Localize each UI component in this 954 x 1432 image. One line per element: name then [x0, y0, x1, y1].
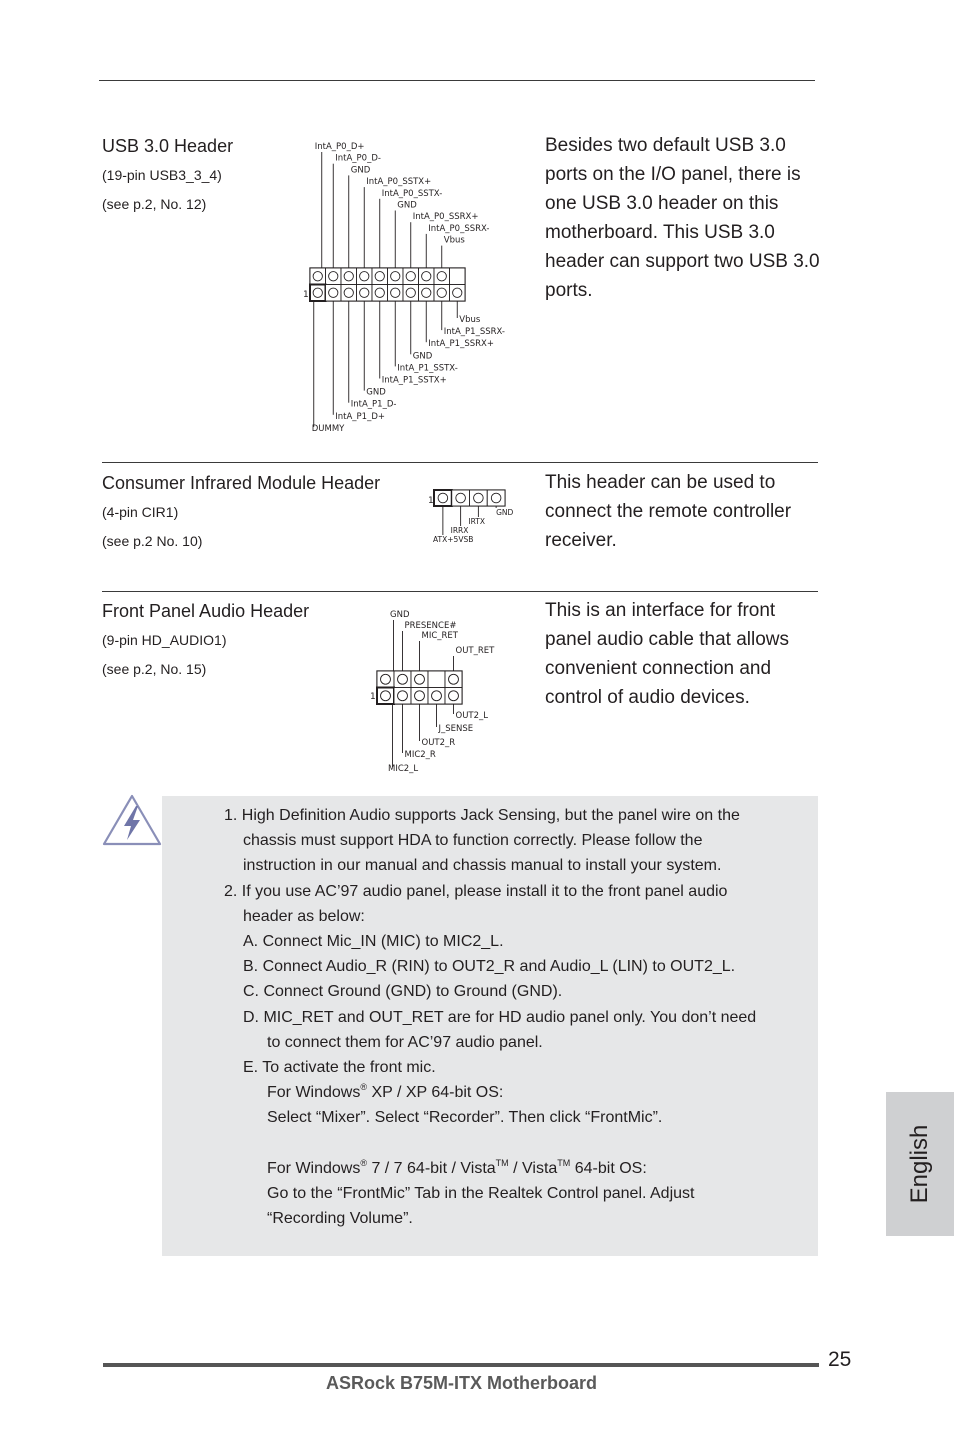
audio-pin-diagram [365, 605, 515, 780]
audio-bottom-pin-label-5: MIC2_L [388, 764, 419, 774]
audio-top-pin-label-1: GND [390, 610, 410, 620]
audio-bottom-pin-1 [377, 688, 394, 705]
usb-bottom-pin-9 [434, 285, 450, 302]
warning-icon [100, 792, 164, 850]
note-item-d: D. MIC_RET and OUT_RET are for HD audio panel only. You don’t need [243, 1008, 757, 1026]
usb-top-pin-label-1: IntA_P0_D+ [314, 142, 365, 152]
usb-bottom-pin-3 [341, 285, 357, 302]
section-divider-2 [102, 591, 818, 592]
usb-top-leads [315, 142, 490, 268]
cir-page-ref: (see p.2 No. 10) [102, 533, 203, 549]
usb-top-pin-label-6: GND [397, 200, 417, 211]
cir-header-title: Consumer Infrared Module Header [102, 473, 381, 493]
audio-header-title: Front Panel Audio Header [102, 601, 310, 621]
usb-top-pin-3 [341, 268, 357, 285]
audio-bottom-pin-label-4: MIC2_R [404, 750, 436, 760]
audio-bottom-pin-label-1: OUT2_L [455, 711, 488, 721]
cir-pin-row [434, 490, 505, 506]
cir-pin-1 [434, 490, 452, 506]
usb-top-pin-label-3: GND [350, 165, 371, 176]
audio-bottom-pin-5 [445, 688, 462, 705]
usb-top-pin-row [310, 268, 465, 285]
note-item-a: A. Connect Mic_IN (MIC) to MIC2_L. [243, 933, 504, 951]
audio-top-pin-label-3: MIC_RET [421, 631, 458, 641]
page-number: 25 [828, 1348, 852, 1371]
note-winxp-instruction: Select “Mixer”. Select “Recorder”. Then click “FrontMic”. [267, 1109, 663, 1127]
cir-pin-label-4: ATX+5VSB [433, 535, 474, 544]
usb-bottom-pin-label-5: IntA_P1_SSTX- [397, 363, 458, 374]
usb-bottom-pin-row [310, 285, 465, 302]
usb-bottom-pin-1 [310, 285, 326, 302]
note-win7-instruction-2: “Recording Volume”. [267, 1210, 413, 1228]
usb-top-pin-label-7: IntA_P0_SSRX+ [412, 212, 479, 223]
usb-bottom-pin-10 [450, 285, 466, 302]
note-text [224, 803, 804, 1231]
usb-top-pin-9 [434, 268, 450, 285]
usb-description: Besides two default USB 3.0 ports on the I/O panel, there is one USB 3.0 header on this motherboard. This USB 3.0 header can support two USB 3.0 ports. [545, 135, 820, 301]
usb-bottom-pin-label-6: IntA_P1_SSTX+ [381, 375, 447, 386]
usb-top-pin-8 [419, 268, 435, 285]
note-item-b: B. Connect Audio_R (RIN) to OUT2_R and Audio_L (LIN) to OUT2_L. [243, 958, 736, 976]
usb-top-pin-1 [310, 268, 326, 285]
usb-top-pin-label-9: Vbus [443, 235, 465, 246]
cir-pin-label-2: IRTX [468, 517, 485, 526]
audio-pin-info: (9-pin HD_AUDIO1) [102, 632, 227, 648]
audio-top-pin-row [377, 671, 462, 688]
note-line-4: 2. If you use AC’97 audio panel, please install it to the front panel audio [224, 882, 728, 900]
cir-leads [433, 506, 514, 544]
usb-bottom-pin-label-1: Vbus [459, 315, 481, 325]
audio-page-ref: (see p.2, No. 15) [102, 661, 207, 677]
usb-top-pin-4 [357, 268, 373, 285]
note-item-e: E. To activate the front mic. [243, 1059, 436, 1077]
usb-top-pin-6 [388, 268, 404, 285]
note-line-3: instruction in our manual and chassis manual to install your system. [243, 857, 722, 875]
note-item-d-cont: to connect them for AC’97 audio panel. [267, 1033, 543, 1051]
cir-pin-label-3: IRRX [450, 526, 469, 535]
note-item-c: C. Connect Ground (GND) to Ground (GND). [243, 983, 563, 1001]
usb-page-ref: (see p.2, No. 12) [102, 196, 207, 212]
note-winxp-line: For Windows® XP / XP 64-bit OS: [267, 1082, 504, 1102]
audio-top-pin-2 [394, 671, 411, 688]
cir-description: This header can be used to connect the remote controller receiver. [545, 472, 792, 551]
usb-bottom-pin-6 [388, 285, 404, 302]
cir-pin-3 [470, 490, 488, 506]
usb-top-pin-label-4: IntA_P0_SSTX+ [366, 177, 432, 188]
footer-rule [103, 1363, 819, 1367]
audio-description: This is an interface for front panel audio cable that allows convenient connection and control of audio devices. [545, 600, 790, 708]
audio-top-pin-4 [428, 671, 445, 688]
audio-bottom-pin-2 [394, 688, 411, 705]
cir-pin-2 [452, 490, 470, 506]
usb-header-title: USB 3.0 Header [102, 136, 234, 156]
audio-top-pin-label-2: PRESENCE# [404, 621, 457, 631]
usb-bottom-leads [312, 301, 505, 434]
usb-bottom-pin-label-2: IntA_P1_SSRX- [443, 327, 505, 338]
usb-bottom-pin-label-7: GND [366, 387, 386, 398]
usb-top-pin-5 [372, 268, 388, 285]
note-line-1: 1. High Definition Audio supports Jack Sensing, but the panel wire on the [224, 807, 740, 824]
usb-top-pin-2 [326, 268, 342, 285]
note-line-5: header as below: [243, 907, 365, 925]
usb-top-pin-label-2: IntA_P0_D- [335, 153, 381, 164]
usb-bottom-pin-label-4: GND [412, 351, 433, 362]
usb-bottom-pin-2 [326, 285, 342, 302]
top-rule [99, 80, 815, 81]
usb-bottom-pin-4 [357, 285, 373, 302]
usb-top-pin-label-5: IntA_P0_SSTX- [381, 188, 443, 199]
audio-top-pin-3 [411, 671, 428, 688]
usb-pin-diagram [295, 138, 525, 438]
audio-top-pin-1 [377, 671, 394, 688]
usb-pin-info: (19-pin USB3_3_4) [102, 167, 222, 183]
language-tab-label: English [906, 1124, 933, 1204]
audio-pin1-label: 1 [370, 692, 376, 702]
cir-pin-4 [487, 490, 505, 506]
usb-bottom-pin-label-3: IntA_P1_SSRX+ [428, 339, 494, 350]
usb-top-pin-7 [403, 268, 419, 285]
section-divider-1 [102, 462, 818, 463]
cir-pin-info: (4-pin CIR1) [102, 504, 179, 520]
note-win7-instruction-1: Go to the “FrontMic” Tab in the Realtek Control panel. Adjust [267, 1185, 695, 1203]
usb-bottom-pin-7 [403, 285, 419, 302]
cir-pin1-label: 1 [428, 496, 434, 506]
audio-bottom-pin-4 [428, 688, 445, 705]
usb-top-pin-label-8: IntA_P0_SSRX- [428, 223, 490, 234]
footer-title: ASRock B75M-ITX Motherboard [326, 1373, 598, 1393]
note-blank-line [224, 1131, 804, 1156]
usb-bottom-pin-label-8: IntA_P1_D- [350, 399, 397, 410]
note-line-2: chassis must support HDA to function correctly. Please follow the [243, 832, 703, 850]
audio-top-pin-label-4: OUT_RET [455, 646, 495, 656]
cir-pin-label-1: GND [496, 508, 514, 517]
audio-bottom-pin-label-2: J_SENSE [438, 724, 474, 734]
usb-pin1-label: 1 [303, 290, 309, 300]
audio-top-leads [390, 610, 495, 671]
audio-bottom-leads [388, 704, 488, 774]
usb-bottom-pin-label-10: DUMMY [311, 423, 345, 434]
usb-bottom-pin-label-9: IntA_P1_D+ [335, 411, 385, 422]
audio-top-pin-5 [445, 671, 462, 688]
note-win7-line: For Windows® 7 / 7 64-bit / Vista™ / Vista™ 64-bit OS: [267, 1157, 647, 1177]
audio-bottom-pin-label-3: OUT2_R [421, 738, 456, 748]
usb-bottom-pin-5 [372, 285, 388, 302]
audio-bottom-pin-3 [411, 688, 428, 705]
cir-pin-diagram [425, 485, 525, 550]
usb-top-pin-10 [450, 268, 466, 285]
usb-bottom-pin-8 [419, 285, 435, 302]
audio-bottom-pin-row [377, 688, 462, 705]
